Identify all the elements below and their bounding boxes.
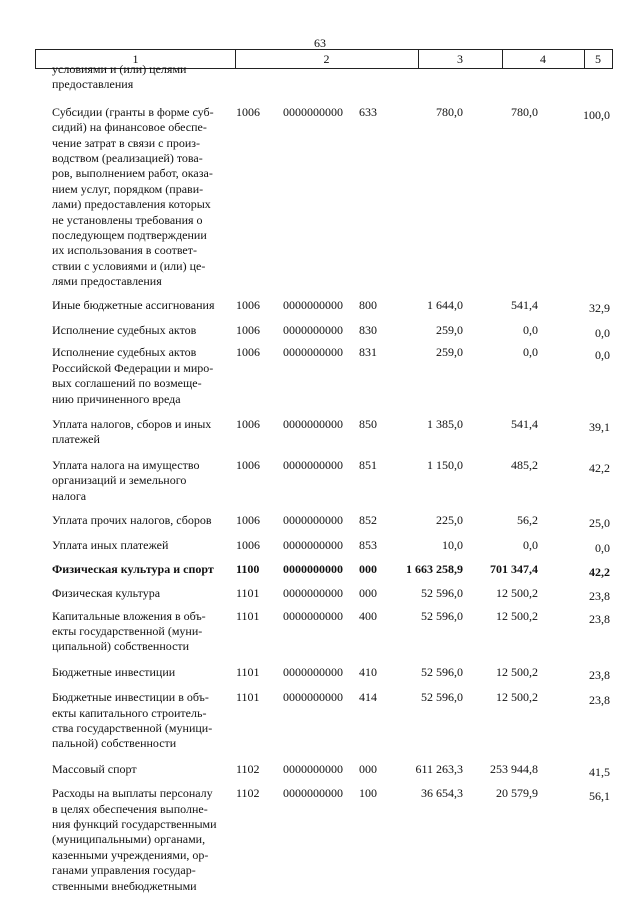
row-name-line: Российской Федерации и миро- <box>52 360 214 375</box>
row-name-line: Бюджетные инвестиции <box>52 664 176 679</box>
row-name-line: последующем подтверждении <box>52 228 207 243</box>
row-target-code: 0000000000 <box>283 345 343 360</box>
row-name <box>52 105 232 290</box>
row-percent: 42,2 <box>589 460 610 475</box>
row-name-line: ров, выполнением работ, оказа- <box>52 166 213 181</box>
row-name-line: Физическая культура и спорт <box>52 561 214 576</box>
row-name-line: Бюджетные инвестиции в объ- <box>52 690 209 705</box>
row-section-code: 1006 <box>236 513 260 527</box>
row-name-line: не установлены требования о <box>52 212 203 227</box>
row-actual-value: 20 579,9 <box>496 786 538 801</box>
row-actual-value: 541,4 <box>511 297 538 312</box>
row-name-line: Уплата налогов, сборов и иных <box>52 417 212 431</box>
row-section-code: 1101 <box>236 608 260 623</box>
row-name-line: ства государственной (муници- <box>52 721 213 735</box>
row-section-code: 1102 <box>236 761 260 776</box>
row-section-code: 1006 <box>236 323 260 337</box>
row-percent: 41,5 <box>589 764 610 779</box>
row-name-line: екты государственной (муни- <box>52 624 203 638</box>
row-target-code: 0000000000 <box>283 608 343 623</box>
row-actual-value: 541,4 <box>511 417 538 431</box>
row-name-line: в целях обеспечения выполне- <box>52 801 208 816</box>
row-expense-type: 852 <box>359 513 377 527</box>
row-actual-value: 253 944,8 <box>490 761 538 776</box>
row-expense-type: 410 <box>359 664 377 679</box>
row-name <box>52 62 232 93</box>
row-expense-type: 414 <box>359 690 377 705</box>
row-name <box>52 786 232 894</box>
row-name-line: Субсидии (гранты в форме суб- <box>52 104 214 119</box>
row-name-line: Расходы на выплаты персоналу <box>52 786 213 801</box>
row-plan-value: 611 263,3 <box>415 761 463 776</box>
row-percent: 56,1 <box>589 789 610 804</box>
row-name-line: лями предоставления <box>52 274 162 289</box>
row-name-line: казенными учреждениями, ор- <box>52 847 209 862</box>
row-plan-value: 36 654,3 <box>421 786 463 801</box>
row-actual-value: 12 500,2 <box>496 608 538 623</box>
row-section-code: 1006 <box>236 457 260 472</box>
row-section-code: 1100 <box>236 561 260 576</box>
row-name-line: лами) предоставления которых <box>52 197 211 212</box>
row-actual-value: 485,2 <box>511 457 538 472</box>
row-name-line: чение затрат в связи с произ- <box>52 135 201 150</box>
row-name-line: их использования в соответ- <box>52 243 198 258</box>
row-name <box>52 417 232 448</box>
row-target-code: 0000000000 <box>283 664 343 679</box>
row-target-code: 0000000000 <box>283 690 343 705</box>
row-name <box>52 345 232 407</box>
row-actual-value: 56,2 <box>517 513 538 527</box>
row-plan-value: 259,0 <box>436 345 463 360</box>
row-name <box>52 513 232 528</box>
row-expense-type: 851 <box>359 457 377 472</box>
row-expense-type: 850 <box>359 417 377 431</box>
row-actual-value: 12 500,2 <box>496 690 538 705</box>
row-name-line: организаций и земельного <box>52 473 187 488</box>
row-expense-type: 800 <box>359 297 377 312</box>
row-name <box>52 562 232 577</box>
row-name-line: Уплата налога на имущество <box>52 457 200 472</box>
row-name-line: нием услуг, порядком (прави- <box>52 181 204 196</box>
row-name <box>52 323 232 338</box>
row-target-code: 0000000000 <box>283 561 343 576</box>
row-name <box>52 538 232 553</box>
header-col-4: 4 <box>502 50 585 68</box>
row-name-line: Исполнение судебных актов <box>52 345 197 360</box>
row-plan-value: 259,0 <box>436 323 463 337</box>
row-name-line: налога <box>52 488 87 503</box>
row-percent: 100,0 <box>583 107 610 122</box>
row-expense-type: 831 <box>359 345 377 360</box>
row-name-line: вых соглашений по возмеще- <box>52 376 202 391</box>
row-plan-value: 1 644,0 <box>427 297 463 312</box>
header-col-3: 3 <box>418 50 503 68</box>
row-name-line: ственными внебюджетными <box>52 878 197 893</box>
row-plan-value: 52 596,0 <box>421 664 463 679</box>
row-name <box>52 762 232 777</box>
row-expense-type: 000 <box>359 761 377 776</box>
row-section-code: 1006 <box>236 104 260 119</box>
row-expense-type: 000 <box>359 586 377 601</box>
row-name-line: Физическая культура <box>52 586 161 601</box>
row-percent: 23,8 <box>589 589 610 604</box>
row-plan-value: 52 596,0 <box>421 690 463 705</box>
row-name-line: ствии с условиями и (или) це- <box>52 258 206 273</box>
row-name <box>52 609 232 655</box>
row-name-line: ципальной) собственности <box>52 639 190 654</box>
row-actual-value: 701 347,4 <box>490 561 538 576</box>
row-percent: 23,8 <box>589 611 610 626</box>
row-target-code: 0000000000 <box>283 586 343 601</box>
row-name <box>52 665 232 680</box>
row-name-line: Иные бюджетные ассигнования <box>52 297 215 312</box>
row-percent: 23,8 <box>589 667 610 682</box>
row-target-code: 0000000000 <box>283 297 343 312</box>
row-plan-value: 1 385,0 <box>427 417 463 431</box>
row-percent: 39,1 <box>589 420 610 434</box>
row-actual-value: 12 500,2 <box>496 586 538 601</box>
row-target-code: 0000000000 <box>283 538 343 553</box>
row-name-line: Массовый спорт <box>52 761 137 776</box>
row-plan-value: 780,0 <box>436 104 463 119</box>
row-expense-type: 400 <box>359 608 377 623</box>
row-plan-value: 10,0 <box>442 538 463 553</box>
row-name-line: платежей <box>52 432 100 447</box>
row-section-code: 1101 <box>236 690 260 705</box>
row-expense-type: 633 <box>359 104 377 119</box>
row-percent: 25,0 <box>589 516 610 530</box>
row-section-code: 1101 <box>236 586 260 601</box>
row-percent: 42,2 <box>589 564 610 579</box>
row-name-line: ганами управления государ- <box>52 863 196 878</box>
row-name-line: Капитальные вложения в объ- <box>52 608 206 623</box>
row-name-line: ния функций государственными <box>52 817 217 831</box>
row-section-code: 1101 <box>236 664 260 679</box>
row-name-line: екты капитального строитель- <box>52 705 207 720</box>
row-actual-value: 0,0 <box>523 538 538 553</box>
row-expense-type: 853 <box>359 538 377 553</box>
row-name-line: нию причиненного вреда <box>52 391 181 406</box>
header-col-1: 1 <box>36 50 236 68</box>
row-name-line: водством (реализацией) това- <box>52 151 203 166</box>
row-plan-value: 52 596,0 <box>421 586 463 601</box>
row-target-code: 0000000000 <box>283 323 343 337</box>
row-name-line: предоставления <box>52 77 134 92</box>
row-name-line: Уплата прочих налогов, сборов <box>52 513 212 527</box>
row-plan-value: 52 596,0 <box>421 608 463 623</box>
row-plan-value: 1 663 258,9 <box>406 561 463 576</box>
row-plan-value: 1 150,0 <box>427 457 463 472</box>
row-section-code: 1006 <box>236 417 260 431</box>
row-actual-value: 780,0 <box>511 104 538 119</box>
row-name <box>52 458 232 504</box>
row-name-line: (муниципальными) органами, <box>52 832 206 847</box>
row-actual-value: 0,0 <box>523 345 538 360</box>
row-target-code: 0000000000 <box>283 457 343 472</box>
row-target-code: 0000000000 <box>283 513 343 527</box>
row-percent: 0,0 <box>595 326 610 340</box>
row-target-code: 0000000000 <box>283 104 343 119</box>
row-expense-type: 100 <box>359 786 377 801</box>
row-section-code: 1102 <box>236 786 260 801</box>
row-percent: 32,9 <box>589 300 610 315</box>
row-expense-type: 000 <box>359 561 377 576</box>
row-target-code: 0000000000 <box>283 761 343 776</box>
row-section-code: 1006 <box>236 297 260 312</box>
row-name <box>52 298 232 313</box>
row-name-line: Исполнение судебных актов <box>52 323 197 337</box>
row-name <box>52 586 232 601</box>
row-expense-type: 830 <box>359 323 377 337</box>
row-name-line: пальной) собственности <box>52 736 177 751</box>
row-name <box>52 690 232 752</box>
header-col-2: 2 <box>235 50 419 68</box>
row-section-code: 1006 <box>236 538 260 553</box>
row-percent: 23,8 <box>589 693 610 708</box>
row-percent: 0,0 <box>595 348 610 363</box>
row-name-line: Уплата иных платежей <box>52 538 169 553</box>
row-plan-value: 225,0 <box>436 513 463 527</box>
row-target-code: 0000000000 <box>283 786 343 801</box>
row-actual-value: 12 500,2 <box>496 664 538 679</box>
header-col-5: 5 <box>595 52 601 66</box>
row-percent: 0,0 <box>595 541 610 556</box>
row-target-code: 0000000000 <box>283 417 343 431</box>
row-actual-value: 0,0 <box>523 323 538 337</box>
row-section-code: 1006 <box>236 345 260 360</box>
page-number: 63 <box>314 36 326 50</box>
row-name-line: сидий) на финансовое обеспе- <box>52 120 207 135</box>
row-name-line: условиями и (или) целями <box>52 62 187 76</box>
